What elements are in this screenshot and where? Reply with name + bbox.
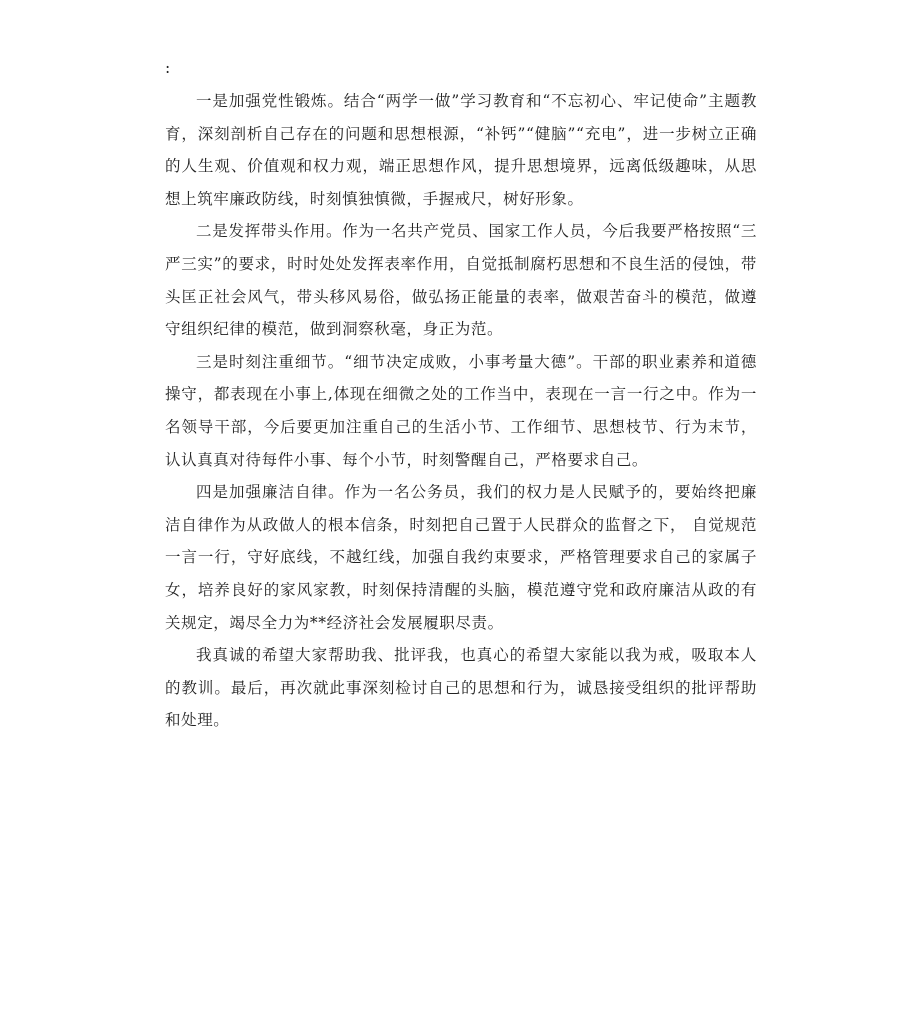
paragraph-strengthen-party-spirit: 一是加强党性锻炼。结合“两学一做”学习教育和“不忘初心、牢记使命”主题教育，深刻剖析自己存在的问题和思想根源，“补钙”“健脑”“充电”，进一步树立正确的人生观、价值观和权力观，端正思想作风，提升思想境界，远离低级趣味，从思想上筑牢廉政防线，时刻慎独慎微，手握戒尺，树好形象。 bbox=[165, 92, 757, 208]
paragraph-attention-to-detail: 三是时刻注重细节。“细节决定成败，小事考量大德”。干部的职业素养和道德操守，都表现在小事上,体现在细微之处的工作当中，表现在一言一行之中。作为一名领导干部，今后要更加注重自己的生活小节、工作细节、思想枝节、行为末节，认认真真对待每件小事、每个小节，时刻警醒自己，严格要求自己。 bbox=[165, 352, 757, 469]
paragraph-integrity-self-discipline: 四是加强廉洁自律。作为一名公务员，我们的权力是人民赋予的，要始终把廉洁自律作为从政做人的根本信条，时刻把自己置于人民群众的监督之下， 自觉规范一言一行，守好底线，不越红线，加强自我约束要求，严格管理要求自己的家属子女，培养良好的家风家教，时刻保持清醒的头脑，模范遵守党和政府廉洁从政的有关规定，竭尽全力为**经济社会发展履职尽责。 bbox=[165, 483, 757, 632]
paragraph-leading-role: 二是发挥带头作用。作为一名共产党员、国家工作人员，今后我要严格按照“三严三实”的要求，时时处处发挥表率作用，自觉抵制腐朽思想和不良生活的侵蚀，带头匡正社会风气，带头移风易俗，做弘扬正能量的表率，做艰苦奋斗的模范，做遵守组织纪律的模范，做到洞察秋毫，身正为范。 bbox=[165, 222, 757, 339]
leading-colon: : bbox=[165, 59, 171, 77]
paragraph-closing-statement: 我真诚的希望大家帮助我、批评我，也真心的希望大家能以我为戒，吸取本人的教训。最后，再次就此事深刻检讨自己的思想和行为，诚恳接受组织的批评帮助和处理。 bbox=[165, 646, 757, 730]
document-body bbox=[165, 52, 757, 737]
